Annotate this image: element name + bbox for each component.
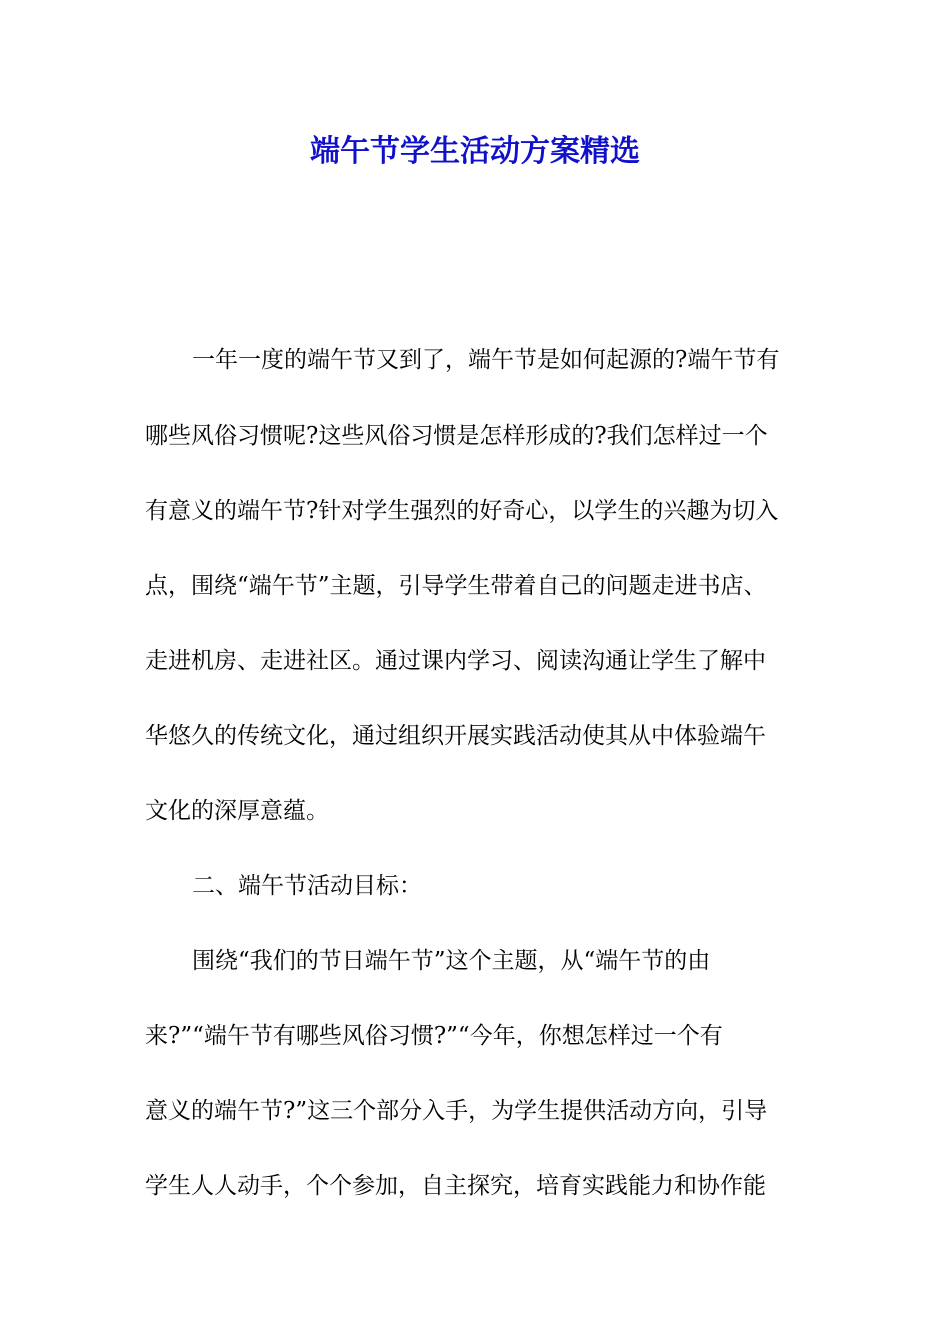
paragraph-line: 哪些风俗习惯呢?这些风俗习惯是怎样形成的?我们怎样过一个 (145, 423, 768, 449)
paragraph-line: 来?”“端午节有哪些风俗习惯?”“今年，你想怎样过一个有 (145, 1023, 723, 1049)
paragraph-line: 一年一度的端午节又到了，端午节是如何起源的?端午节有 (192, 347, 780, 373)
document-title: 端午节学生活动方案精选 (310, 134, 640, 169)
paragraph-line: 走进机房、走进社区。通过课内学习、阅读沟通让学生了解中 (145, 648, 766, 674)
section-heading: 二、端午节活动目标： (192, 873, 422, 899)
paragraph-line: 文化的深厚意蕴。 (145, 798, 329, 824)
paragraph-line: 学生人人动手，个个参加，自主探究，培育实践能力和协作能 (145, 1173, 766, 1199)
paragraph-line: 意义的端午节?”这三个部分入手，为学生提供活动方向，引导 (145, 1098, 768, 1124)
paragraph-line: 华悠久的传统文化，通过组织开展实践活动使其从中体验端午 (145, 723, 766, 749)
paragraph-line: 点，围绕“端午节”主题，引导学生带着自己的问题走进书店、 (145, 573, 767, 599)
paragraph-line: 围绕“我们的节日端午节”这个主题，从“端午节的由 (192, 948, 711, 974)
paragraph-line: 有意义的端午节?针对学生强烈的好奇心，以学生的兴趣为切入 (145, 498, 779, 524)
